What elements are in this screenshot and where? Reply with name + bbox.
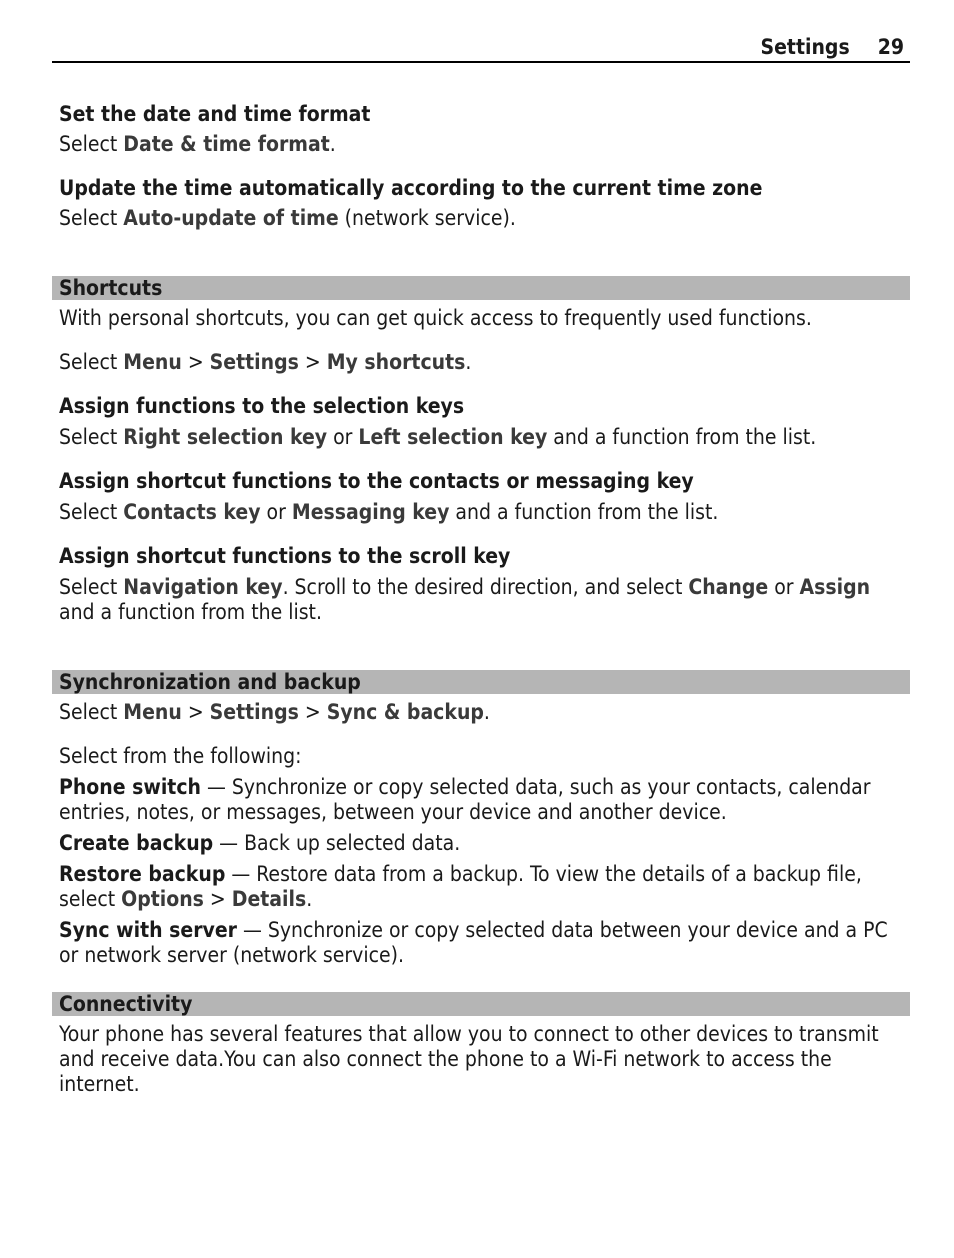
shortcuts-intro: With personal shortcuts, you can get quick access to frequently used functions. xyxy=(59,306,812,330)
restore-backup-item xyxy=(52,862,910,912)
contacts-key-text xyxy=(52,500,910,525)
assign-option: Assign xyxy=(799,575,871,599)
settings-option: Settings xyxy=(209,700,299,724)
connectivity-intro: Your phone has several features that allow you to connect to other devices to transmit and receive data.You can also connect the phone to a Wi-Fi network to access the internet. xyxy=(59,1022,879,1096)
page-number: 29 xyxy=(877,35,904,59)
details-option: Details xyxy=(231,887,307,911)
create-backup-term: Create backup xyxy=(59,831,214,855)
date-format-text xyxy=(52,132,910,157)
navigation-key-option: Navigation key xyxy=(123,575,283,599)
shortcuts-section-title: Shortcuts xyxy=(52,276,910,300)
auto-update-text xyxy=(52,206,910,231)
text-fragment: Select xyxy=(59,700,124,724)
selection-keys-heading: Assign functions to the selection keys xyxy=(59,394,465,418)
sync-backup-option: Sync & backup xyxy=(326,700,484,724)
path-separator: > xyxy=(181,350,210,374)
text-fragment: or xyxy=(260,500,292,524)
sync-server-item xyxy=(52,918,910,968)
text-fragment: or xyxy=(768,575,800,599)
path-separator: > xyxy=(203,887,232,911)
contacts-key-heading: Assign shortcut functions to the contacts or messaging key xyxy=(59,469,694,493)
change-option: Change xyxy=(688,575,769,599)
text-fragment: Select xyxy=(59,350,124,374)
menu-option: Menu xyxy=(123,700,182,724)
contacts-key-option: Contacts key xyxy=(123,500,261,524)
page-header xyxy=(52,34,910,63)
sync-server-desc: — Synchronize or copy selected data between your device and a PC or network server (network service). xyxy=(59,918,888,967)
text-fragment: Select xyxy=(59,575,124,599)
header-section-title: Settings xyxy=(760,35,850,59)
text-fragment: . Scroll to the desired direction, and select xyxy=(282,575,689,599)
path-separator: > xyxy=(298,350,327,374)
text-fragment: and a function from the list. xyxy=(449,500,719,524)
sync-section-title: Synchronization and backup xyxy=(52,670,910,694)
shortcuts-path xyxy=(52,350,910,375)
selection-keys-text xyxy=(52,425,910,450)
messaging-key-option: Messaging key xyxy=(291,500,450,524)
text-fragment: and a function from the list. xyxy=(547,425,817,449)
phone-switch-desc: — Synchronize or copy selected data, such as your contacts, calendar entries, notes, or messages, between your device and another device. xyxy=(59,775,871,824)
my-shortcuts-option: My shortcuts xyxy=(326,350,466,374)
auto-update-option: Auto-update of time xyxy=(123,206,339,230)
text-fragment: or xyxy=(327,425,359,449)
date-format-heading: Set the date and time format xyxy=(59,102,371,126)
create-backup-desc: — Back up selected data. xyxy=(213,831,461,855)
text-fragment: Select xyxy=(59,206,124,230)
text-fragment: (network service). xyxy=(338,206,516,230)
settings-option: Settings xyxy=(209,350,299,374)
options-option: Options xyxy=(121,887,204,911)
text-fragment: Select xyxy=(59,500,124,524)
left-selection-key-option: Left selection key xyxy=(358,425,548,449)
scroll-key-text xyxy=(52,575,910,625)
auto-update-heading: Update the time automatically according to the current time zone xyxy=(59,176,763,200)
sync-server-term: Sync with server xyxy=(59,918,237,942)
text-fragment: Select xyxy=(59,132,124,156)
sync-intro: Select from the following: xyxy=(59,744,302,768)
phone-switch-term: Phone switch xyxy=(59,775,201,799)
right-selection-key-option: Right selection key xyxy=(123,425,328,449)
path-separator: > xyxy=(298,700,327,724)
scroll-key-heading: Assign shortcut functions to the scroll key xyxy=(59,544,511,568)
create-backup-item xyxy=(52,831,910,856)
menu-option: Menu xyxy=(123,350,182,374)
text-fragment: . xyxy=(329,132,336,156)
text-fragment: . xyxy=(483,700,490,724)
sync-path xyxy=(52,700,910,725)
path-separator: > xyxy=(181,700,210,724)
restore-backup-desc: — Restore data from a backup. To view the details of a backup file, select xyxy=(59,862,862,911)
phone-switch-item xyxy=(52,775,910,825)
date-time-format-option: Date & time format xyxy=(123,132,330,156)
connectivity-section-title: Connectivity xyxy=(52,992,910,1016)
text-fragment: . xyxy=(306,887,313,911)
text-fragment: . xyxy=(465,350,472,374)
page-content xyxy=(52,98,910,1097)
text-fragment: Select xyxy=(59,425,124,449)
text-fragment: and a function from the list. xyxy=(59,600,322,624)
restore-backup-term: Restore backup xyxy=(59,862,226,886)
